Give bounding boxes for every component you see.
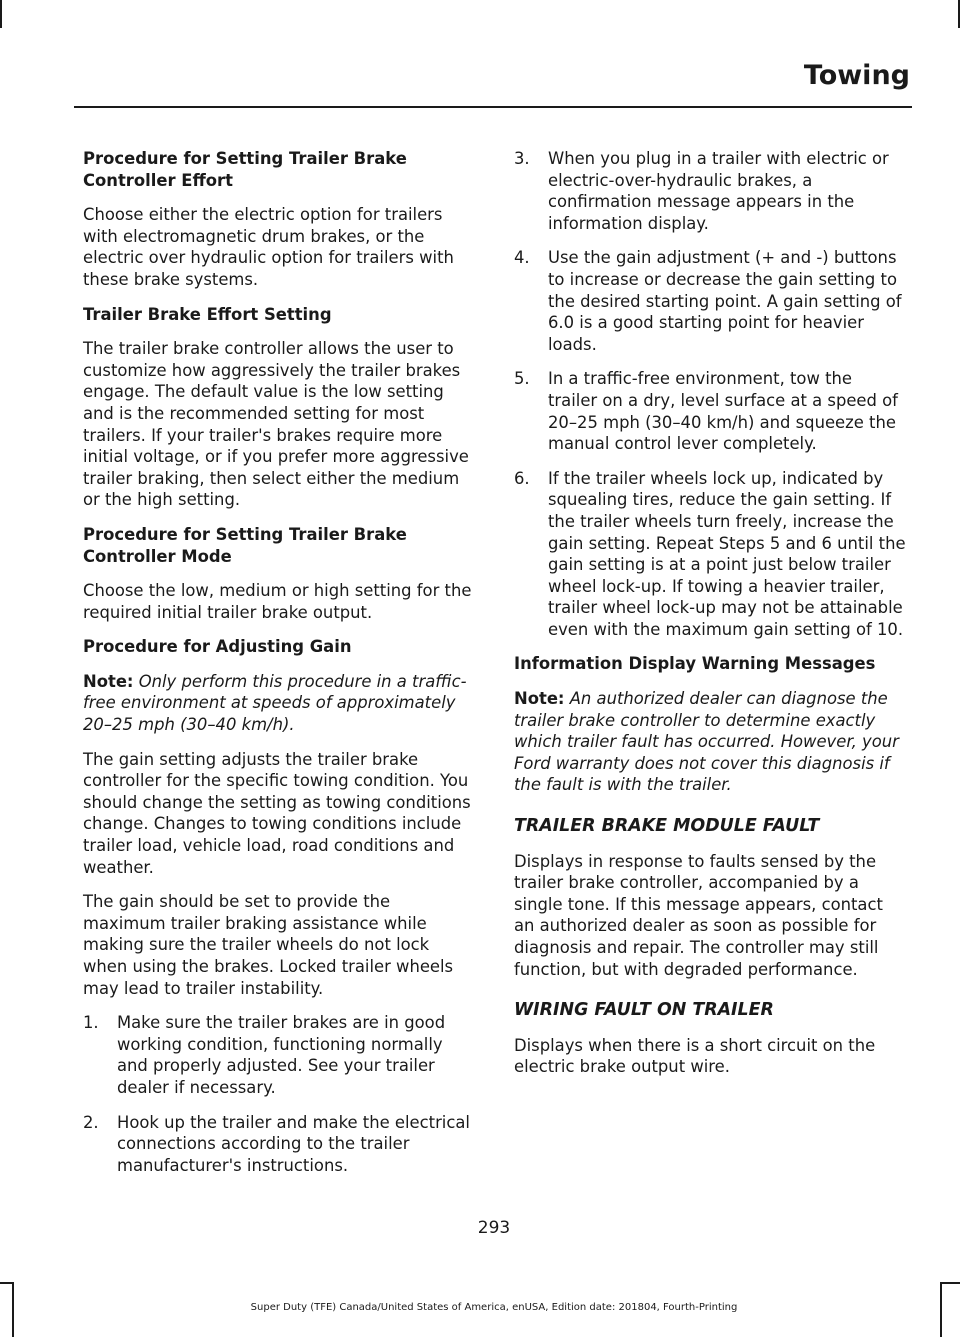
step-number: 1. (83, 1013, 99, 1033)
paragraph: Displays in response to faults sensed by the trailer brake controller, accompanied by a single tone. If this message appears, contact an authorized dealer as soon as possible for diagnosis and repair. The controller may still function, but with degraded performance. (514, 851, 883, 979)
section-heading: Procedure for Setting Trailer Brake Controller Mode (83, 524, 407, 566)
step-text: Use the gain adjustment (+ and -) buttons to increase or decrease the gain setting to the desired starting point. A gain setting of 6.0 is a good starting point for heavier loads. (548, 248, 902, 354)
paragraph: The trailer brake controller allows the user to customize how aggressively the trailer brakes engage. The default value is the low setting and is the recommended setting for most trailers. If your trailer's brakes require more initial voltage, or if you prefer more aggressive trailer braking, then select either the medium or the high setting. (83, 339, 469, 510)
right-column (514, 148, 906, 1091)
step-number: 2. (83, 1112, 99, 1132)
note (514, 688, 906, 796)
step-item (514, 468, 906, 641)
paragraph: Choose either the electric option for trailers with electromagnetic drum brakes, or the electric over hydraulic option for trailers with these brake systems. (83, 205, 454, 289)
section-heading: Procedure for Setting Trailer Brake Controller Effort (83, 149, 407, 190)
step-text: In a traffic-free environment, tow the trailer on a dry, level surface at a speed of 20–25 mph (30–40 km/h) and squeeze the manual control lever completely. (548, 369, 898, 454)
crop-mark (0, 1282, 12, 1284)
step-item (514, 148, 906, 234)
section-heading: WIRING FAULT ON TRAILER (514, 1000, 774, 1021)
section-heading: TRAILER BRAKE MODULE FAULT (514, 816, 820, 837)
left-column (83, 148, 475, 1189)
step-text: When you plug in a trailer with electric or electric-over-hydraulic brakes, a confirmation message appears in the information display. (548, 149, 889, 233)
note (83, 671, 475, 736)
step-number: 6. (514, 468, 530, 488)
section-heading: Procedure for Adjusting Gain (83, 637, 352, 657)
step-item (83, 1112, 475, 1177)
step-number: 4. (514, 248, 530, 268)
steps-list (83, 1012, 475, 1176)
note-text: An authorized dealer can diagnose the trailer brake controller to determine exactly which trailer fault has occurred. However, your Ford warranty does not cover this diagnosis if the fault is with the trailer. (514, 689, 899, 795)
crop-mark (940, 1282, 960, 1284)
step-item (514, 368, 906, 454)
step-item (514, 247, 906, 355)
paragraph: Choose the low, medium or high setting for the required initial trailer brake output. (83, 581, 472, 622)
page-number: 293 (477, 1218, 511, 1238)
step-text: If the trailer wheels lock up, indicated by squealing tires, reduce the gain setting. If the trailer wheels turn freely, increase the gain setting. Repeat Steps 5 and 6 until the gain setting is at a point just below trailer wheel lock-up. If towing a heavier trailer, trailer wheel lock-up may not be attainable even with the maximum gain setting of 10. (548, 468, 906, 639)
steps-list (514, 148, 906, 640)
note-text: Only perform this procedure in a traffic-free environment at speeds of approximately 20–25 mph (30–40 km/h). (83, 671, 467, 735)
page-title: Towing (803, 60, 910, 91)
step-number: 5. (514, 369, 530, 389)
paragraph: Displays when there is a short circuit on the electric brake output wire. (514, 1035, 876, 1077)
section-heading: Information Display Warning Messages (514, 654, 876, 674)
section-heading: Trailer Brake Effort Setting (83, 304, 332, 324)
step-text: Make sure the trailer brakes are in good working condition, functioning normally and properly adjusted. See your trailer dealer if necessary. (117, 1013, 446, 1097)
paragraph: The gain should be set to provide the maximum trailer braking assistance while making sure the trailer wheels do not lock when using the brakes. Locked trailer wheels may lead to trailer instability. (83, 892, 454, 998)
step-text: Hook up the trailer and make the electrical connections according to the trailer manufacturer's instructions. (117, 1112, 470, 1175)
note-label: Note: (514, 689, 565, 709)
crop-mark (0, 0, 2, 28)
header-rule (74, 106, 912, 108)
step-item (83, 1012, 475, 1098)
note-label: Note: (83, 671, 134, 691)
step-number: 3. (514, 149, 530, 168)
page-header (0, 60, 910, 91)
paragraph: The gain setting adjusts the trailer brake controller for the specific towing condition. You should change the setting as towing conditions change. Changes to towing conditions include trailer load, vehicle load, road conditions and weather. (83, 749, 471, 877)
footer-text: Super Duty (TFE) Canada/United States of America, enUSA, Edition date: 201804, Fourth-Printing (250, 1302, 738, 1313)
